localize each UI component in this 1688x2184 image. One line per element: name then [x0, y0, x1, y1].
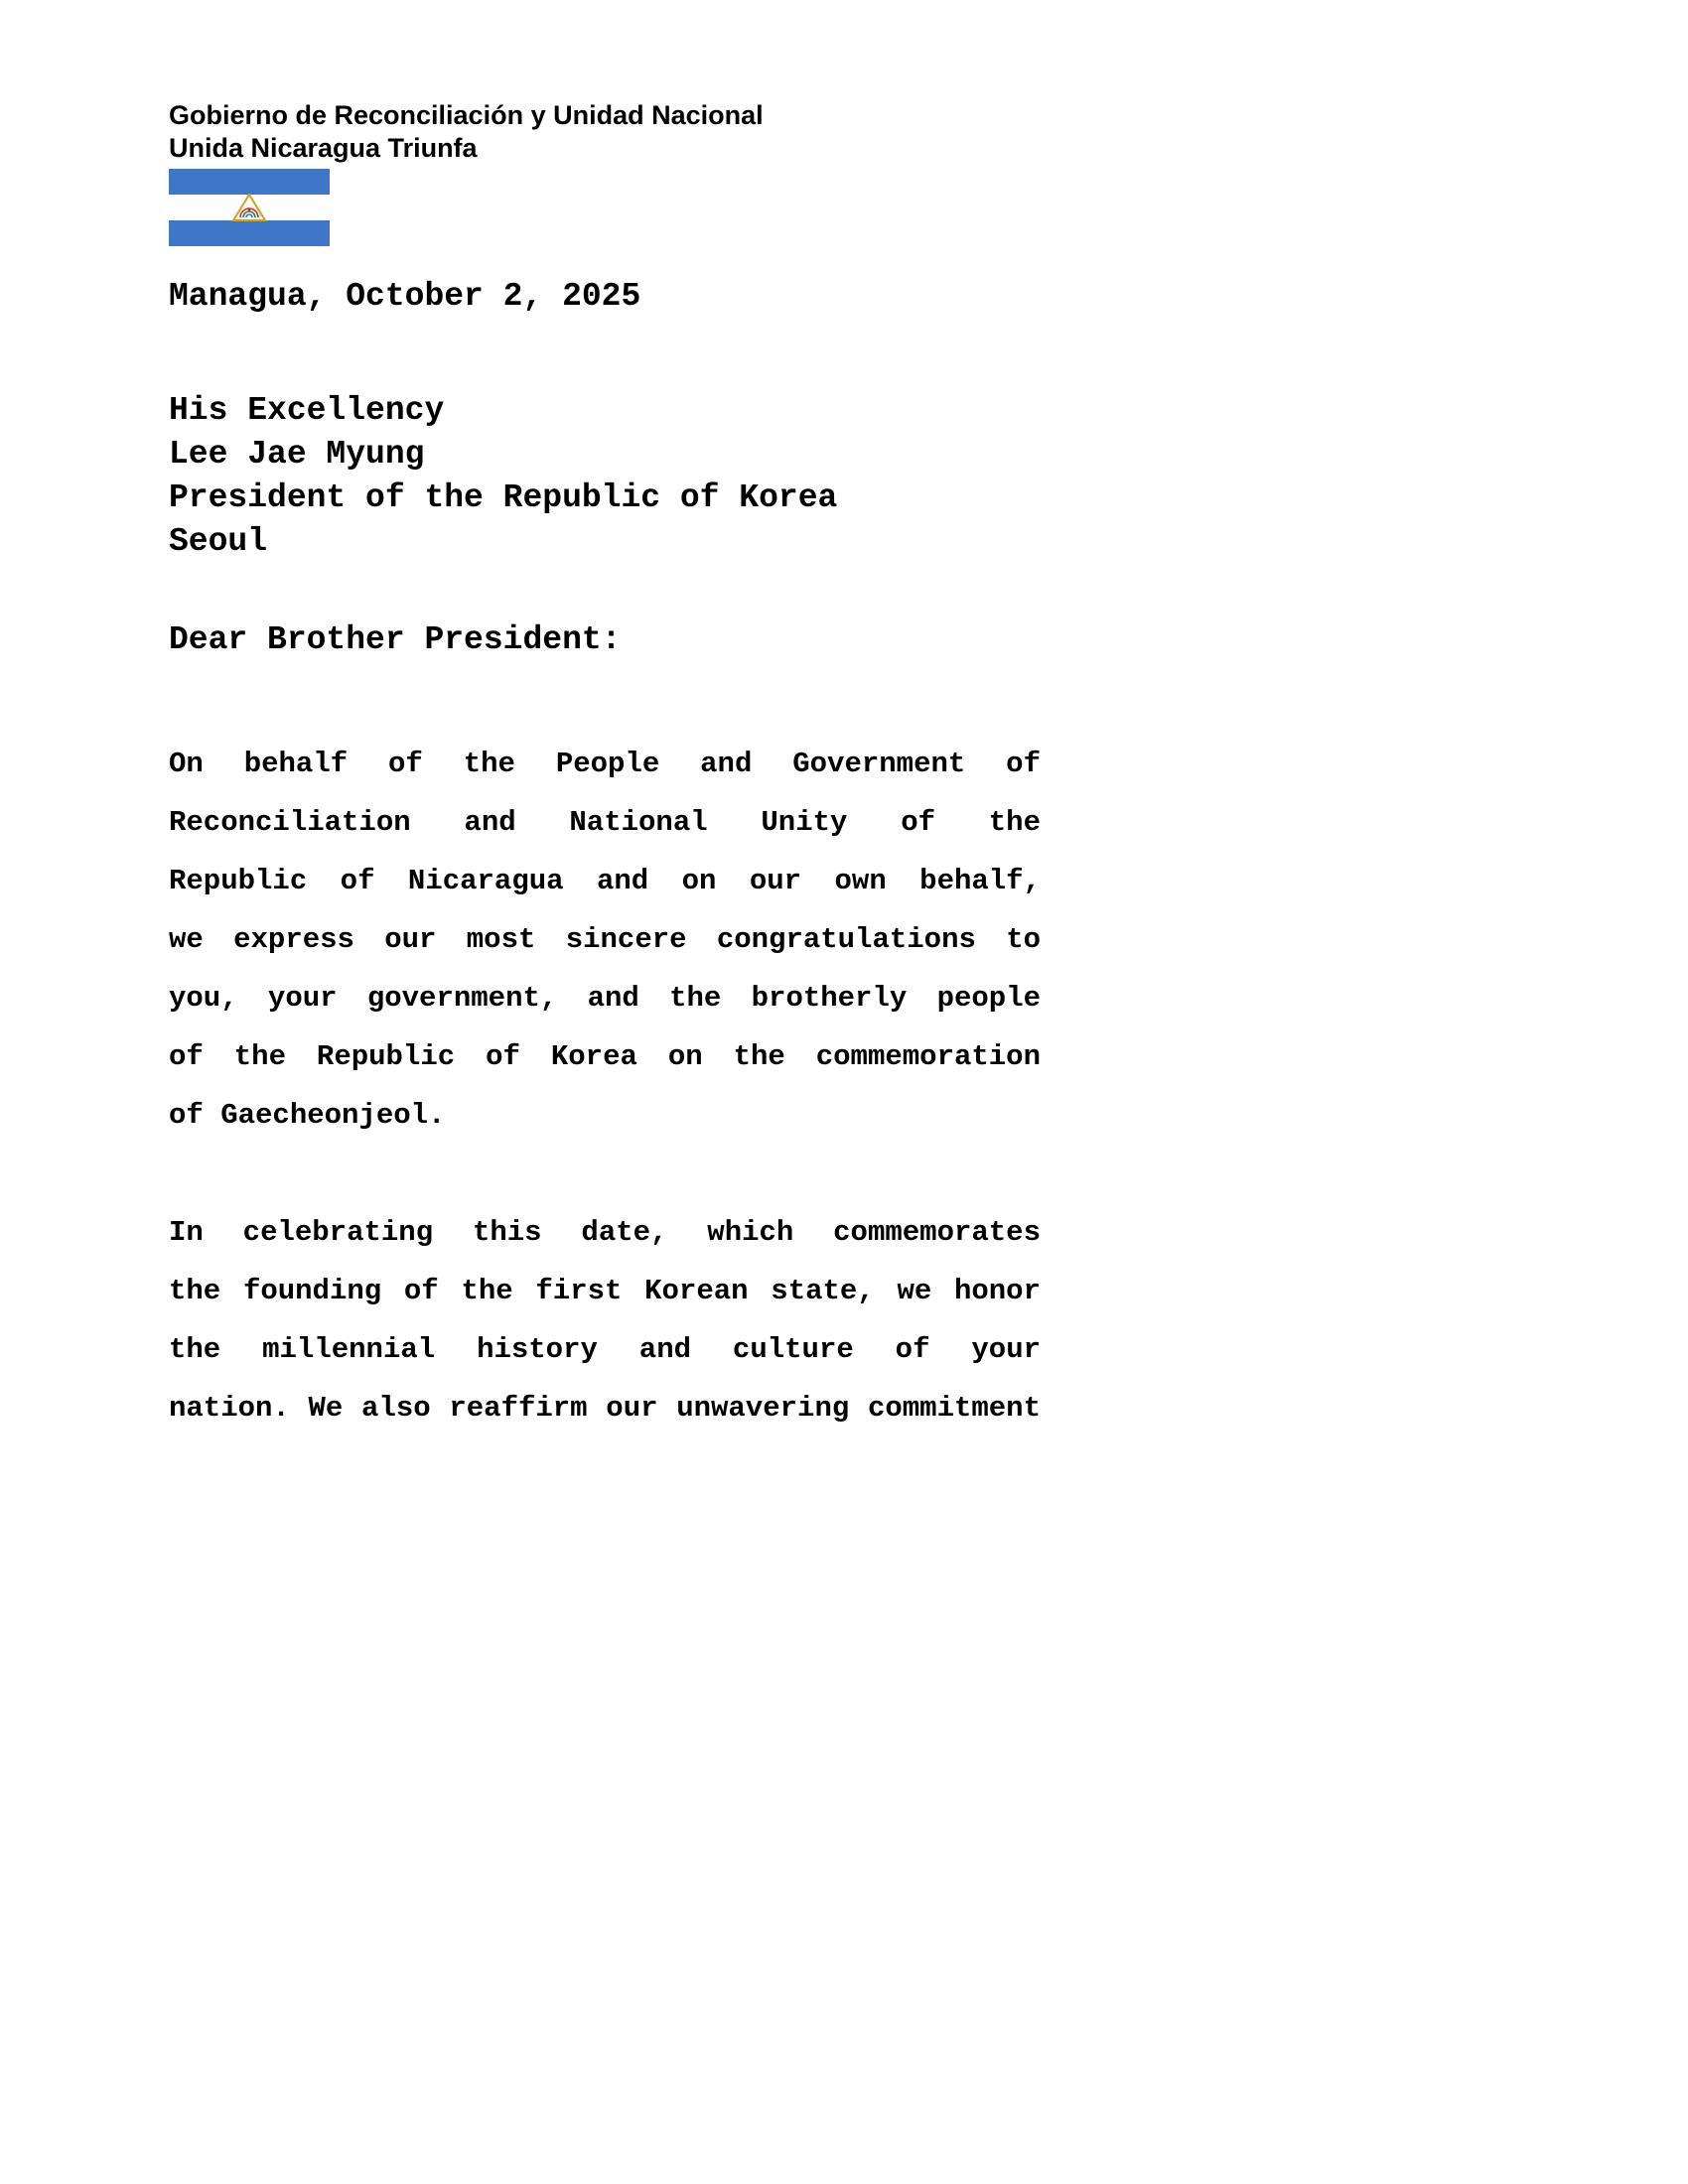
- paragraph-line: Reconciliation and National Unity of the: [169, 806, 1041, 839]
- paragraph-line: of the Republic of Korea on the commemoration: [169, 1040, 1041, 1073]
- nicaragua-flag: [169, 169, 330, 246]
- letterhead-line-1: Gobierno de Reconciliación y Unidad Nacional: [169, 100, 764, 130]
- paragraph-line: On behalf of the People and Government of: [169, 748, 1041, 780]
- recipient-city: Seoul: [169, 523, 268, 560]
- paragraph-line: the millennial history and culture of your: [169, 1333, 1041, 1366]
- body-paragraph-1: [169, 735, 1041, 1145]
- date-line: Managua, October 2, 2025: [169, 278, 641, 315]
- letterhead: [169, 99, 1041, 165]
- paragraph-line: you, your government, and the brotherly people: [169, 982, 1041, 1015]
- paragraph-line: nation. We also reaffirm our unwavering commitment: [169, 1392, 1041, 1425]
- flag-stripe-blue-top: [169, 169, 330, 195]
- recipient-honorific: His Excellency: [169, 392, 445, 429]
- letterhead-line-2: Unida Nicaragua Triunfa: [169, 133, 478, 163]
- recipient-title: President of the Republic of Korea: [169, 479, 838, 516]
- recipient-block: [169, 389, 1041, 564]
- flag-stripe-blue-bottom: [169, 220, 330, 246]
- paragraph-line: Republic of Nicaragua and on our own behalf,: [169, 865, 1041, 897]
- paragraph-line: the founding of the first Korean state, we honor: [169, 1275, 1041, 1307]
- letter-content: [169, 99, 1041, 1437]
- body-paragraph-2: [169, 1203, 1041, 1437]
- recipient-name: Lee Jae Myung: [169, 436, 425, 473]
- paragraph-line: In celebrating this date, which commemorates: [169, 1216, 1041, 1249]
- paragraph-line: of Gaecheonjeol.: [169, 1099, 446, 1132]
- flag-emblem-icon: [231, 193, 267, 222]
- salutation: Dear Brother President:: [169, 621, 622, 658]
- paragraph-line: we express our most sincere congratulations to: [169, 923, 1041, 956]
